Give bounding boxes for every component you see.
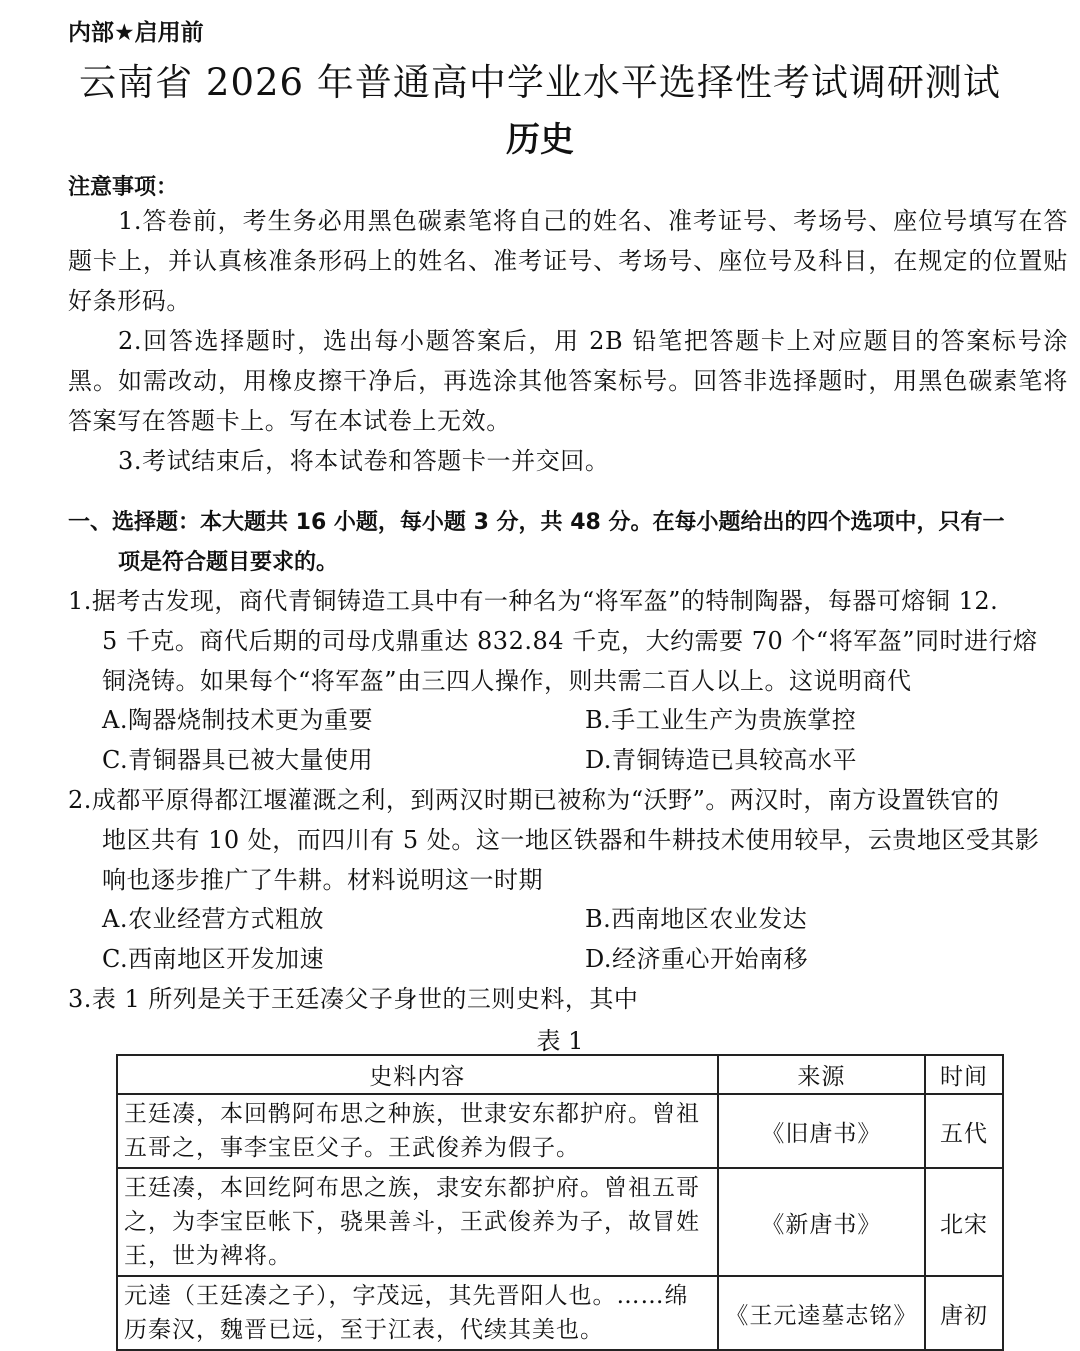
table-header-row bbox=[117, 1055, 1003, 1094]
section-line: 项是符合题目要求的。 bbox=[118, 550, 339, 575]
table-header: 来源 bbox=[718, 1055, 926, 1094]
option-d[interactable]: D.经济重心开始南移 bbox=[585, 945, 809, 973]
note-item bbox=[68, 321, 1068, 441]
option-b[interactable]: B.手工业生产为贵族掌控 bbox=[585, 706, 857, 734]
table-cell-source: 《新唐书》 bbox=[718, 1168, 926, 1276]
notes-heading: 注意事项： bbox=[68, 175, 179, 200]
question-line: 5 千克。商代后期的司母戊鼎重达 832.84 千克，大约需要 70 个“将军盔”同时进行熔 bbox=[102, 627, 1038, 655]
table-cell-source: 《旧唐书》 bbox=[718, 1094, 926, 1168]
question-line: 地区共有 10 处，而四川有 5 处。这一地区铁器和牛耕技术使用较早，云贵地区受其影 bbox=[102, 826, 1040, 854]
question-2 bbox=[68, 780, 1068, 900]
subject-title: 历史 bbox=[506, 120, 574, 160]
option-a[interactable]: A.陶器烧制技术更为重要 bbox=[102, 706, 373, 734]
option-c[interactable]: C.青铜器具已被大量使用 bbox=[102, 746, 374, 774]
option-b[interactable]: B.西南地区农业发达 bbox=[585, 905, 808, 933]
table-cell-content: 王廷凑，本回鹘阿布思之种族，世隶安东都护府。曾祖五哥之，事李宝臣父子。王武俊养为假子。 bbox=[117, 1094, 718, 1168]
section-heading bbox=[68, 503, 1068, 583]
note-text: 1.答卷前，考生务必用黑色碳素笔将自己的姓名、准考证号、考场号、座位号填写在答题卡上，并认真核准条形码上的姓名、准考证号、考场号、座位号及科目，在规定的位置贴好条形码。 bbox=[68, 207, 1068, 315]
exam-title: 云南省 2026 年普通高中学业水平选择性考试调研测试 bbox=[79, 61, 1001, 104]
option-d[interactable]: D.青铜铸造已具较高水平 bbox=[585, 746, 858, 774]
internal-mark: 内部★启用前 bbox=[68, 20, 204, 46]
table-cell-time: 唐初 bbox=[925, 1276, 1003, 1350]
table-header: 时间 bbox=[925, 1055, 1003, 1094]
table-caption: 表 1 bbox=[536, 1027, 584, 1055]
table-header: 史料内容 bbox=[117, 1055, 718, 1094]
table-row bbox=[117, 1094, 1003, 1168]
question-line: 1.据考古发现，商代青铜铸造工具中有一种名为“将军盔”的特制陶器，每器可熔铜 12. bbox=[68, 587, 999, 615]
question-line: 3.表 1 所列是关于王廷凑父子身世的三则史料，其中 bbox=[68, 985, 639, 1013]
question-line: 铜浇铸。如果每个“将军盔”由三四人操作，则共需二百人以上。这说明商代 bbox=[102, 667, 912, 695]
table-row bbox=[117, 1276, 1003, 1350]
note-item bbox=[68, 441, 1068, 481]
option-a[interactable]: A.农业经营方式粗放 bbox=[102, 905, 324, 933]
table-cell-content: 王廷凑，本回纥阿布思之族，隶安东都护府。曾祖五哥之，为李宝臣帐下，骁果善斗，王武俊养为子，故冒姓王，世为裨将。 bbox=[117, 1168, 718, 1276]
table-cell-content: 元逵（王廷凑之子），字茂远，其先晋阳人也。……绵历秦汉，魏晋已远，至于江表，代续其美也。 bbox=[117, 1276, 718, 1350]
table-cell-source: 《王元逵墓志铭》 bbox=[718, 1276, 926, 1350]
note-text: 2.回答选择题时，选出每小题答案后，用 2B 铅笔把答题卡上对应题目的答案标号涂黑。如需改动，用橡皮擦干净后，再选涂其他答案标号。回答非选择题时，用黑色碳素笔将答案写在答题卡上。写在本试卷上无效。 bbox=[68, 327, 1068, 435]
section-line: 一、选择题：本大题共 16 小题，每小题 3 分，共 48 分。在每小题给出的四个选项中，只有一 bbox=[68, 510, 1005, 535]
source-table bbox=[116, 1054, 1004, 1351]
note-text: 3.考试结束后，将本试卷和答题卡一并交回。 bbox=[118, 447, 610, 475]
note-item bbox=[68, 201, 1068, 321]
option-c[interactable]: C.西南地区开发加速 bbox=[102, 945, 325, 973]
table-cell-time: 北宋 bbox=[925, 1168, 1003, 1276]
question-1 bbox=[68, 581, 1068, 701]
table-row bbox=[117, 1168, 1003, 1276]
question-line: 2.成都平原得都江堰灌溉之利，到两汉时期已被称为“沃野”。两汉时，南方设置铁官的 bbox=[68, 786, 1000, 814]
question-line: 响也逐步推广了牛耕。材料说明这一时期 bbox=[102, 866, 543, 894]
table-cell-time: 五代 bbox=[925, 1094, 1003, 1168]
question-3 bbox=[68, 979, 1068, 1019]
